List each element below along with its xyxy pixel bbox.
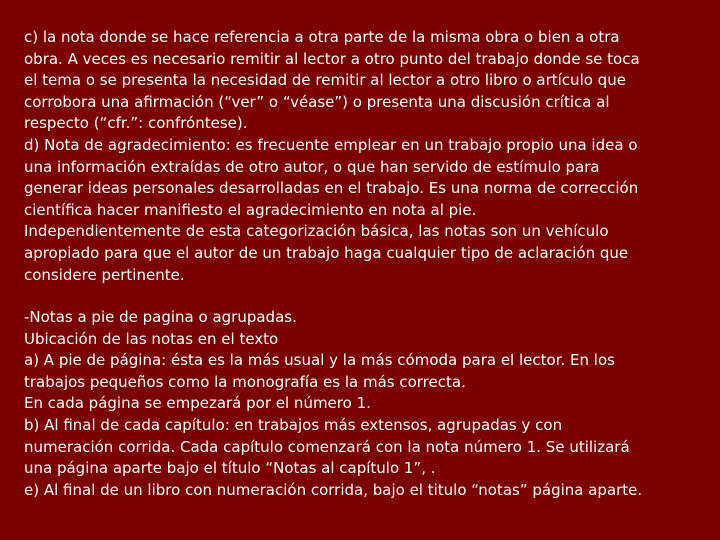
text-line: a) A pie de página: ésta es la más usual y la más cómoda para el lector. En los (24, 351, 615, 370)
text-line: numeración corrida. Cada capítulo comenzará con la nota número 1. Se utilizará (24, 437, 630, 456)
text-line: Ubicación de las notas en el texto (24, 329, 279, 348)
text-line: En cada página se empezará por el número 1. (24, 394, 371, 413)
text-line: el tema o se presenta la necesidad de remitir al lector a otro libro o artículo que (24, 71, 626, 90)
notes-types-paragraph (24, 27, 696, 286)
text-line: corrobora una afirmación (“ver” o “véase”) o presenta una discusión crítica al (24, 92, 610, 111)
text-line: -Notas a pie de pagina o agrupadas. (24, 308, 297, 326)
text-line: trabajos pequeños como la monografía es la más correcta. (24, 372, 466, 391)
text-line: apropiado para que el autor de un trabajo haga cualquier tipo de aclaración que (24, 243, 629, 262)
notes-placement-paragraph (24, 307, 696, 501)
text-line: una página aparte bajo el título “Notas al capítulo 1”, . (24, 459, 436, 478)
text-line: d) Nota de agradecimiento: es frecuente emplear en un trabajo propio una idea o (24, 135, 638, 154)
text-line: considere pertinente. (24, 265, 185, 284)
text-line: obra. A veces es necesario remitir al lector a otro punto del trabajo donde se toca (24, 49, 640, 68)
text-line: b) Al final de cada capítulo: en trabajos más extensos, agrupadas y con (24, 415, 563, 434)
text-line: respecto (“cfr.”: confróntese). (24, 114, 248, 133)
text-line: c) la nota donde se hace referencia a otra parte de la misma obra o bien a otra (24, 28, 620, 46)
text-line: generar ideas personales desarrolladas en el trabajo. Es una norma de corrección (24, 179, 639, 198)
text-line: Independientemente de esta categorización básica, las notas son un vehículo (24, 222, 609, 241)
text-line: una información extraídas de otro autor, o que han servido de estímulo para (24, 157, 600, 176)
text-line: e) Al final de un libro con numeración corrida, bajo el titulo “notas” página aparte. (24, 480, 643, 499)
text-line: científica hacer manifiesto el agradecimiento en nota al pie. (24, 200, 477, 219)
